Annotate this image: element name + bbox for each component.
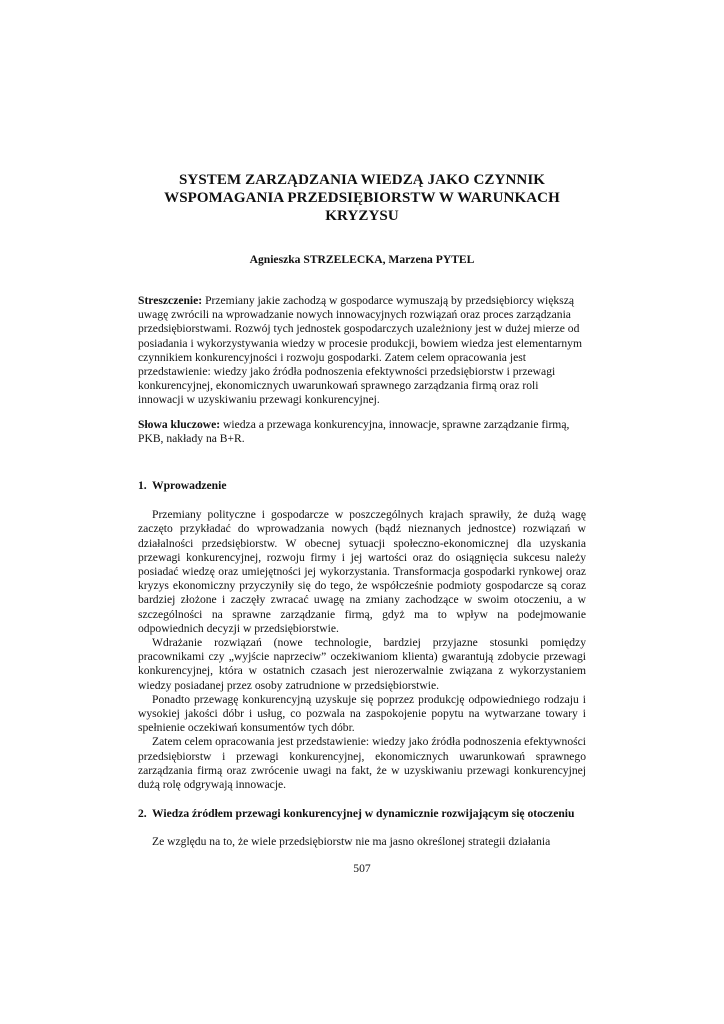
section-2-paragraph-1: Ze względu na to, że wiele przedsiębiorstw nie ma jasno określonej strategii działania [152,834,551,848]
title-line-3: KRYZYSU [325,208,399,224]
title-line-1: SYSTEM ZARZĄDZANIA WIEDZĄ JAKO CZYNNIK [178,172,546,188]
section-1-heading [138,479,586,493]
keywords-text: wiedza a przewaga konkurencyjna, innowacje, sprawne zarządzanie firmą, PKB, nakłady na B+R. [138,417,570,445]
page-content [138,171,586,849]
page-number: 507 [353,862,371,875]
section-1-paragraph-2: Wdrażanie rozwiązań (nowe technologie, bardziej przyjazne stosunki pomiędzy pracownikami czy „wyjście naprzeciw” oczekiwaniom klienta) gwarantują zdobycie przewagi konkurencyjnej, która w ostatnich czasach jest nierozerwalnie związana z wykorzystaniem wiedzy posiadanej przez osoby zatrudnione w przedsiębiorstwie. [138,636,586,692]
abstract-label: Streszczenie: [138,294,203,307]
authors: Agnieszka STRZELECKA, Marzena PYTEL [249,253,475,266]
section-1-paragraph-3: Ponadto przewagę konkurencyjną uzyskuje się poprzez produkcję odpowiedniego rodzaju i wysokiej jakości dóbr i usług, co pozwala na zaspokojenie popytu na wytwarzane towary i spełnienie oczekiwań konsumentów tych dóbr. [138,692,586,735]
section-2-heading [138,807,586,821]
section-1-paragraph-1: Przemiany polityczne i gospodarcze w poszczególnych krajach sprawiły, że dużą wagę zaczęto przykładać do wprowadzania nowych (bądź nieznanych jednostce) rozwiązań w działalności przedsiębiorstw. W obecnej sytuacji społeczno-ekonomicznej dla uzyskania przewagi konkurencyjnej, rozwoju firmy i jej wartości oraz do osiągnięcia sukcesu należy posiadać wiedzę oraz umiejętności jej wykorzystania. Transformacja gospodarki rynkowej oraz kryzys ekonomiczny przyczyniły się do tego, że współcześnie podmioty gospodarcze są coraz bardziej złożone i zaczęły zwracać uwagę na zmiany zachodzące w swoim otoczeniu, a w szczególności na sprawne zarządzanie firmą, gdyż ma to wpływ na podejmowanie odpowiednich decyzji w przedsiębiorstwie. [138,508,586,635]
section-2-number: 2. [138,807,147,821]
section-1-title: Wprowadzenie [152,479,227,493]
abstract-text: Przemiany jakie zachodzą w gospodarce wymuszają by przedsiębiorcy większą uwagę zwrócili na wprowadzanie nowych innowacyjnych rozwiązań oraz proces zarządzania przedsiębiorstwami. Rozwój tych jednostek gospodarczych uzależniony jest w dużej mierze od posiadania i wykorzystywania wiedzy w procesie produkcji, bowiem wiedza jest elementarnym czynnikiem konkurencyjności i rozwoju gospodarki. Zatem celem opracowania jest przedstawienie: wiedzy jako źródła podnoszenia efektywności przedsiębiorstw i przewagi konkurencyjnej, ekonomicznych uwarunkowań sprawnego zarządzania firmą oraz roli innowacji w uzyskiwaniu przewagi konkurencyjnej. [138,294,582,407]
keywords-label: Słowa kluczowe: [138,417,221,431]
section-2-title: Wiedza źródłem przewagi konkurencyjnej w dynamicznie rozwijającym się otoczeniu [152,807,575,821]
keywords [138,418,586,446]
section-1-paragraph-4: Zatem celem opracowania jest przedstawienie: wiedzy jako źródła podnoszenia efektywności przedsiębiorstw i przewagi konkurencyjnej, ekonomicznych uwarunkowań sprawnego zarządzania firmą oraz zwrócenie uwagi na fakt, że w uzyskiwaniu przewagi konkurencyjnej dużą rolę odgrywają innowacje. [138,735,586,792]
paper-title [138,171,586,225]
abstract [138,294,586,408]
section-1-number: 1. [138,479,147,493]
title-line-2: WSPOMAGANIA PRZEDSIĘBIORSTW W WARUNKACH [164,190,560,206]
